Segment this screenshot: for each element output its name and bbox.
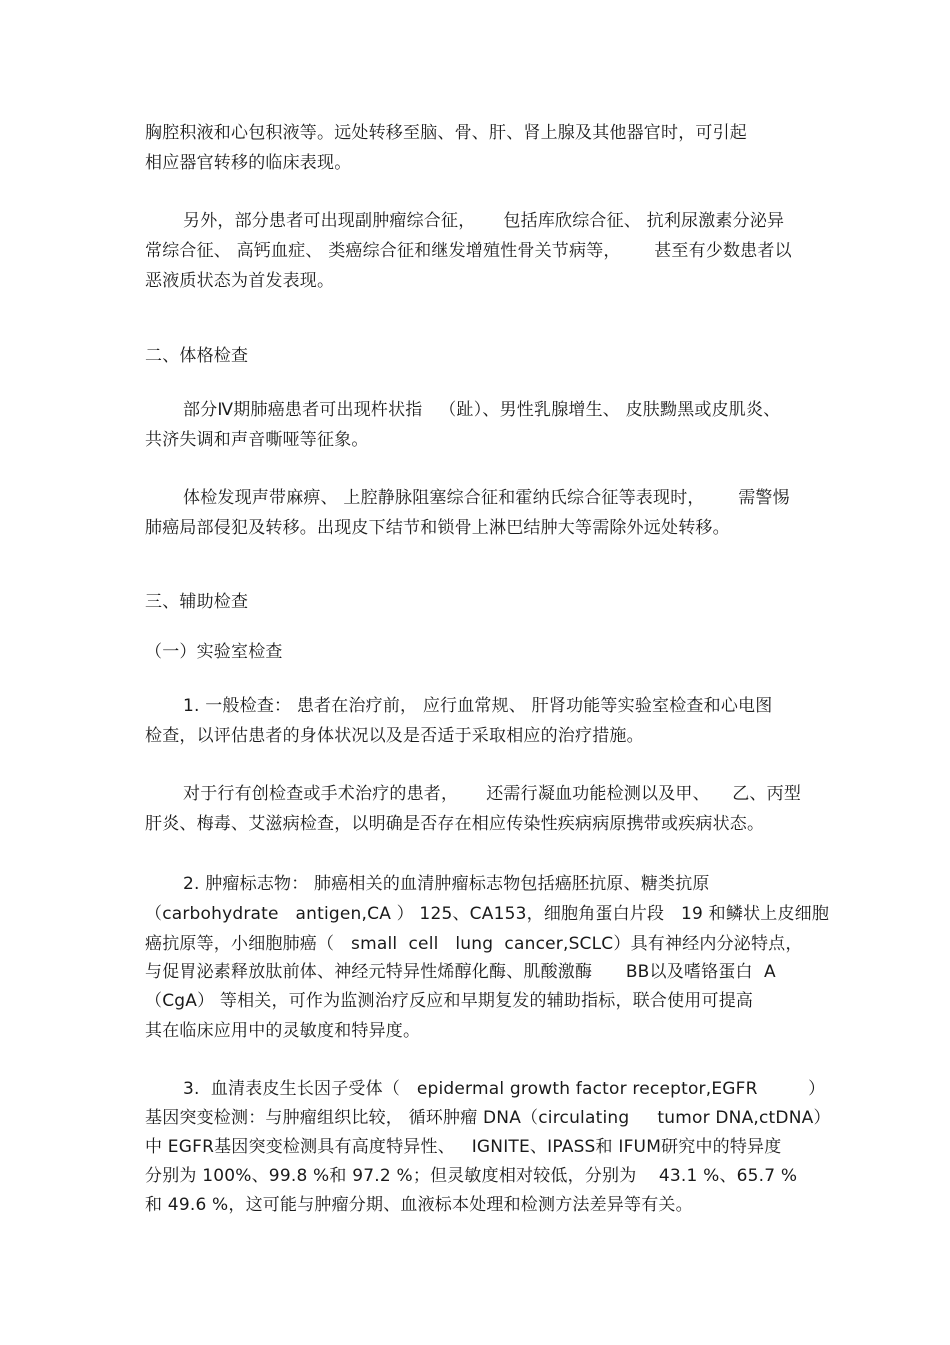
paragraph-line: （carbohydrate antigen,CA ） 125、CA153，细胞角蛋白片段 19 和鳞状上皮细胞: [145, 904, 830, 924]
paragraph-line: 癌抗原等，小细胞肺癌（ small cell lung cancer,SCLC）具有神经内分泌特点，: [145, 934, 803, 954]
paragraph-line: （CgA） 等相关，可作为监测治疗反应和早期复发的辅助指标，联合使用可提高: [145, 991, 754, 1011]
paragraph-line: 对于行有创检查或手术治疗的患者， 还需行凝血功能检测以及甲、 乙、丙型: [183, 784, 802, 804]
section-heading: 二、体格检查: [145, 346, 249, 366]
paragraph-line: 其在临床应用中的灵敏度和特异度。: [145, 1021, 421, 1041]
paragraph-line: 胸腔积液和心包积液等。远处转移至脑、骨、肝、肾上腺及其他器官时，可引起: [145, 123, 747, 143]
paragraph-line: 中 EGFR基因突变检测具有高度特异性、 IGNITE、IPASS和 IFUM研究中的特异度: [145, 1137, 782, 1157]
paragraph-line: 部分Ⅳ期肺癌患者可出现杵状指 （趾）、男性乳腺增生、 皮肤黝黑或皮肌炎、: [183, 400, 781, 420]
paragraph-line: 体检发现声带麻痹、 上腔静脉阻塞综合征和霍纳氏综合征等表现时， 需警惕: [183, 488, 790, 508]
paragraph-line: 相应器官转移的临床表现。: [145, 153, 352, 173]
paragraph-line: 另外，部分患者可出现副肿瘤综合征， 包括库欣综合征、 抗利尿激素分泌异: [183, 211, 785, 231]
paragraph-line: 常综合征、 高钙血症、 类癌综合征和继发增殖性骨关节病等， 甚至有少数患者以: [145, 241, 792, 261]
paragraph-line: 恶液质状态为首发表现。: [145, 271, 335, 291]
paragraph-line: 1. 一般检查： 患者在治疗前， 应行血常规、 肝肾功能等实验室检查和心电图: [183, 696, 773, 716]
paragraph-line: 共济失调和声音嘶哑等征象。: [145, 430, 369, 450]
paragraph-line: 分别为 100%、99.8 %和 97.2 %；但灵敏度相对较低，分别为 43.1 %、65.7 %: [145, 1166, 798, 1186]
section-heading: 三、辅助检查: [145, 592, 249, 612]
subsection-heading: （一）实验室检查: [145, 642, 283, 662]
paragraph-line: 检查，以评估患者的身体状况以及是否适于采取相应的治疗措施。: [145, 726, 644, 746]
paragraph-line: 3. 血清表皮生长因子受体（ epidermal growth factor receptor,EGFR ）: [183, 1079, 826, 1099]
paragraph-line: 2. 肿瘤标志物： 肺癌相关的血清肿瘤标志物包括癌胚抗原、糖类抗原: [183, 874, 710, 894]
paragraph-line: 基因突变检测：与肿瘤组织比较， 循环肿瘤 DNA（circulating tumor DNA,ctDNA）: [145, 1108, 831, 1128]
paragraph-line: 和 49.6 %，这可能与肿瘤分期、血液标本处理和检测方法差异等有关。: [145, 1195, 693, 1215]
paragraph-line: 肝炎、梅毒、艾滋病检查，以明确是否存在相应传染性疾病病原携带或疾病状态。: [145, 814, 765, 834]
paragraph-line: 与促胃泌素释放肽前体、神经元特异性烯醇化酶、肌酸激酶 BB以及嗜铬蛋白 A: [145, 962, 776, 982]
paragraph-line: 肺癌局部侵犯及转移。出现皮下结节和锁骨上淋巴结肿大等需除外远处转移。: [145, 518, 730, 538]
